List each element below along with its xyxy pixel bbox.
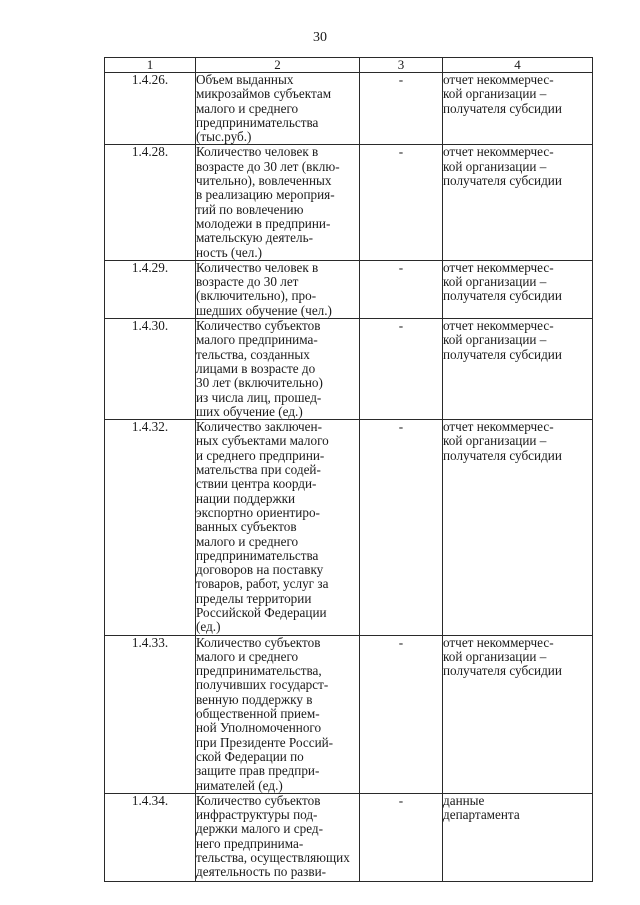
column-header-3: 3 (360, 58, 443, 73)
table-row (105, 793, 593, 881)
indicator-text: Количество субъектов инфраструктуры под- держки малого и сред- него предпринима- тельства, осуществляющих деятельность по разви- (196, 792, 350, 880)
data-source (443, 260, 593, 318)
row-number: 1.4.32. (105, 420, 196, 635)
data-source-text: отчет некоммерчес- кой организации – получателя субсидии (443, 72, 562, 116)
data-source-text: данные департамента (443, 792, 520, 823)
row-number: 1.4.29. (105, 260, 196, 318)
row-number: 1.4.34. (105, 793, 196, 881)
data-source-text: отчет некоммерчес- кой организации – получателя субсидии (443, 419, 562, 463)
indicators-table (104, 57, 593, 882)
page-number: 30 (313, 30, 327, 45)
indicator-text: Количество человек в возрасте до 30 лет (включительно), про- шедших обучение (чел.) (196, 259, 332, 318)
indicator-description (196, 260, 360, 318)
column-3-value: - (360, 260, 443, 318)
indicator-description (196, 793, 360, 881)
row-number: 1.4.30. (105, 319, 196, 420)
table-row (105, 635, 593, 793)
data-source (443, 73, 593, 145)
indicator-description (196, 73, 360, 145)
indicator-text: Количество человек в возрасте до 30 лет (вклю- чительно), вовлеченных в реализацию мероприя- тий по вовлечению молодежи в предприни- мательскую деятель- ность (чел.) (196, 144, 340, 260)
indicator-description (196, 319, 360, 420)
column-header-4: 4 (443, 58, 593, 73)
row-number: 1.4.28. (105, 145, 196, 260)
indicator-text: Количество заключен- ных субъектами малого и среднего предприни- мательства при содей- ствии центра коорди- нации поддержки экспортно ориентиро- ванных субъектов малого и среднего предпринимательства договоров на поставку товаров, работ, услуг за пределы территории Российской Федерации (ед.) (196, 419, 329, 635)
table-row (105, 145, 593, 260)
data-source (443, 635, 593, 793)
data-source-text: отчет некоммерчес- кой организации – получателя субсидии (443, 144, 562, 189)
data-source-text: отчет некоммерчес- кой организации – получателя субсидии (443, 318, 562, 362)
table-row (105, 420, 593, 635)
indicator-text: Количество субъектов малого и среднего предпринимательства, получивших государст- венную поддержку в общественной прием- ной Уполномоченного при Президенте Россий- ской Федерации по защите прав предпри- нимателей (ед.) (196, 634, 334, 793)
header-row (105, 58, 593, 73)
data-source (443, 145, 593, 260)
row-number: 1.4.26. (105, 73, 196, 145)
table-header (105, 58, 593, 73)
data-source (443, 420, 593, 635)
data-source (443, 793, 593, 881)
table-row (105, 260, 593, 318)
indicator-description (196, 420, 360, 635)
column-3-value: - (360, 319, 443, 420)
row-number: 1.4.33. (105, 635, 196, 793)
table-body (105, 73, 593, 882)
indicator-text: Количество субъектов малого предпринима- тельства, созданных лицами в возрасте до 30 лет (включительно) из числа лиц, прошед- ших обучение (ед.) (196, 318, 323, 419)
data-source (443, 319, 593, 420)
column-3-value: - (360, 793, 443, 881)
indicator-description (196, 635, 360, 793)
indicator-description (196, 145, 360, 260)
data-source-text: отчет некоммерчес- кой организации – получателя субсидии (443, 634, 562, 679)
data-source-text: отчет некоммерчес- кой организации – получателя субсидии (443, 259, 562, 304)
column-3-value: - (360, 420, 443, 635)
column-header-2: 2 (196, 58, 360, 73)
column-header-1: 1 (105, 58, 196, 73)
column-3-value: - (360, 635, 443, 793)
indicator-text: Объем выданных микрозаймов субъектам малого и среднего предпринимательства (тыс.руб.) (196, 72, 332, 145)
table-row (105, 319, 593, 420)
column-3-value: - (360, 145, 443, 260)
table-row (105, 73, 593, 145)
column-3-value: - (360, 73, 443, 145)
